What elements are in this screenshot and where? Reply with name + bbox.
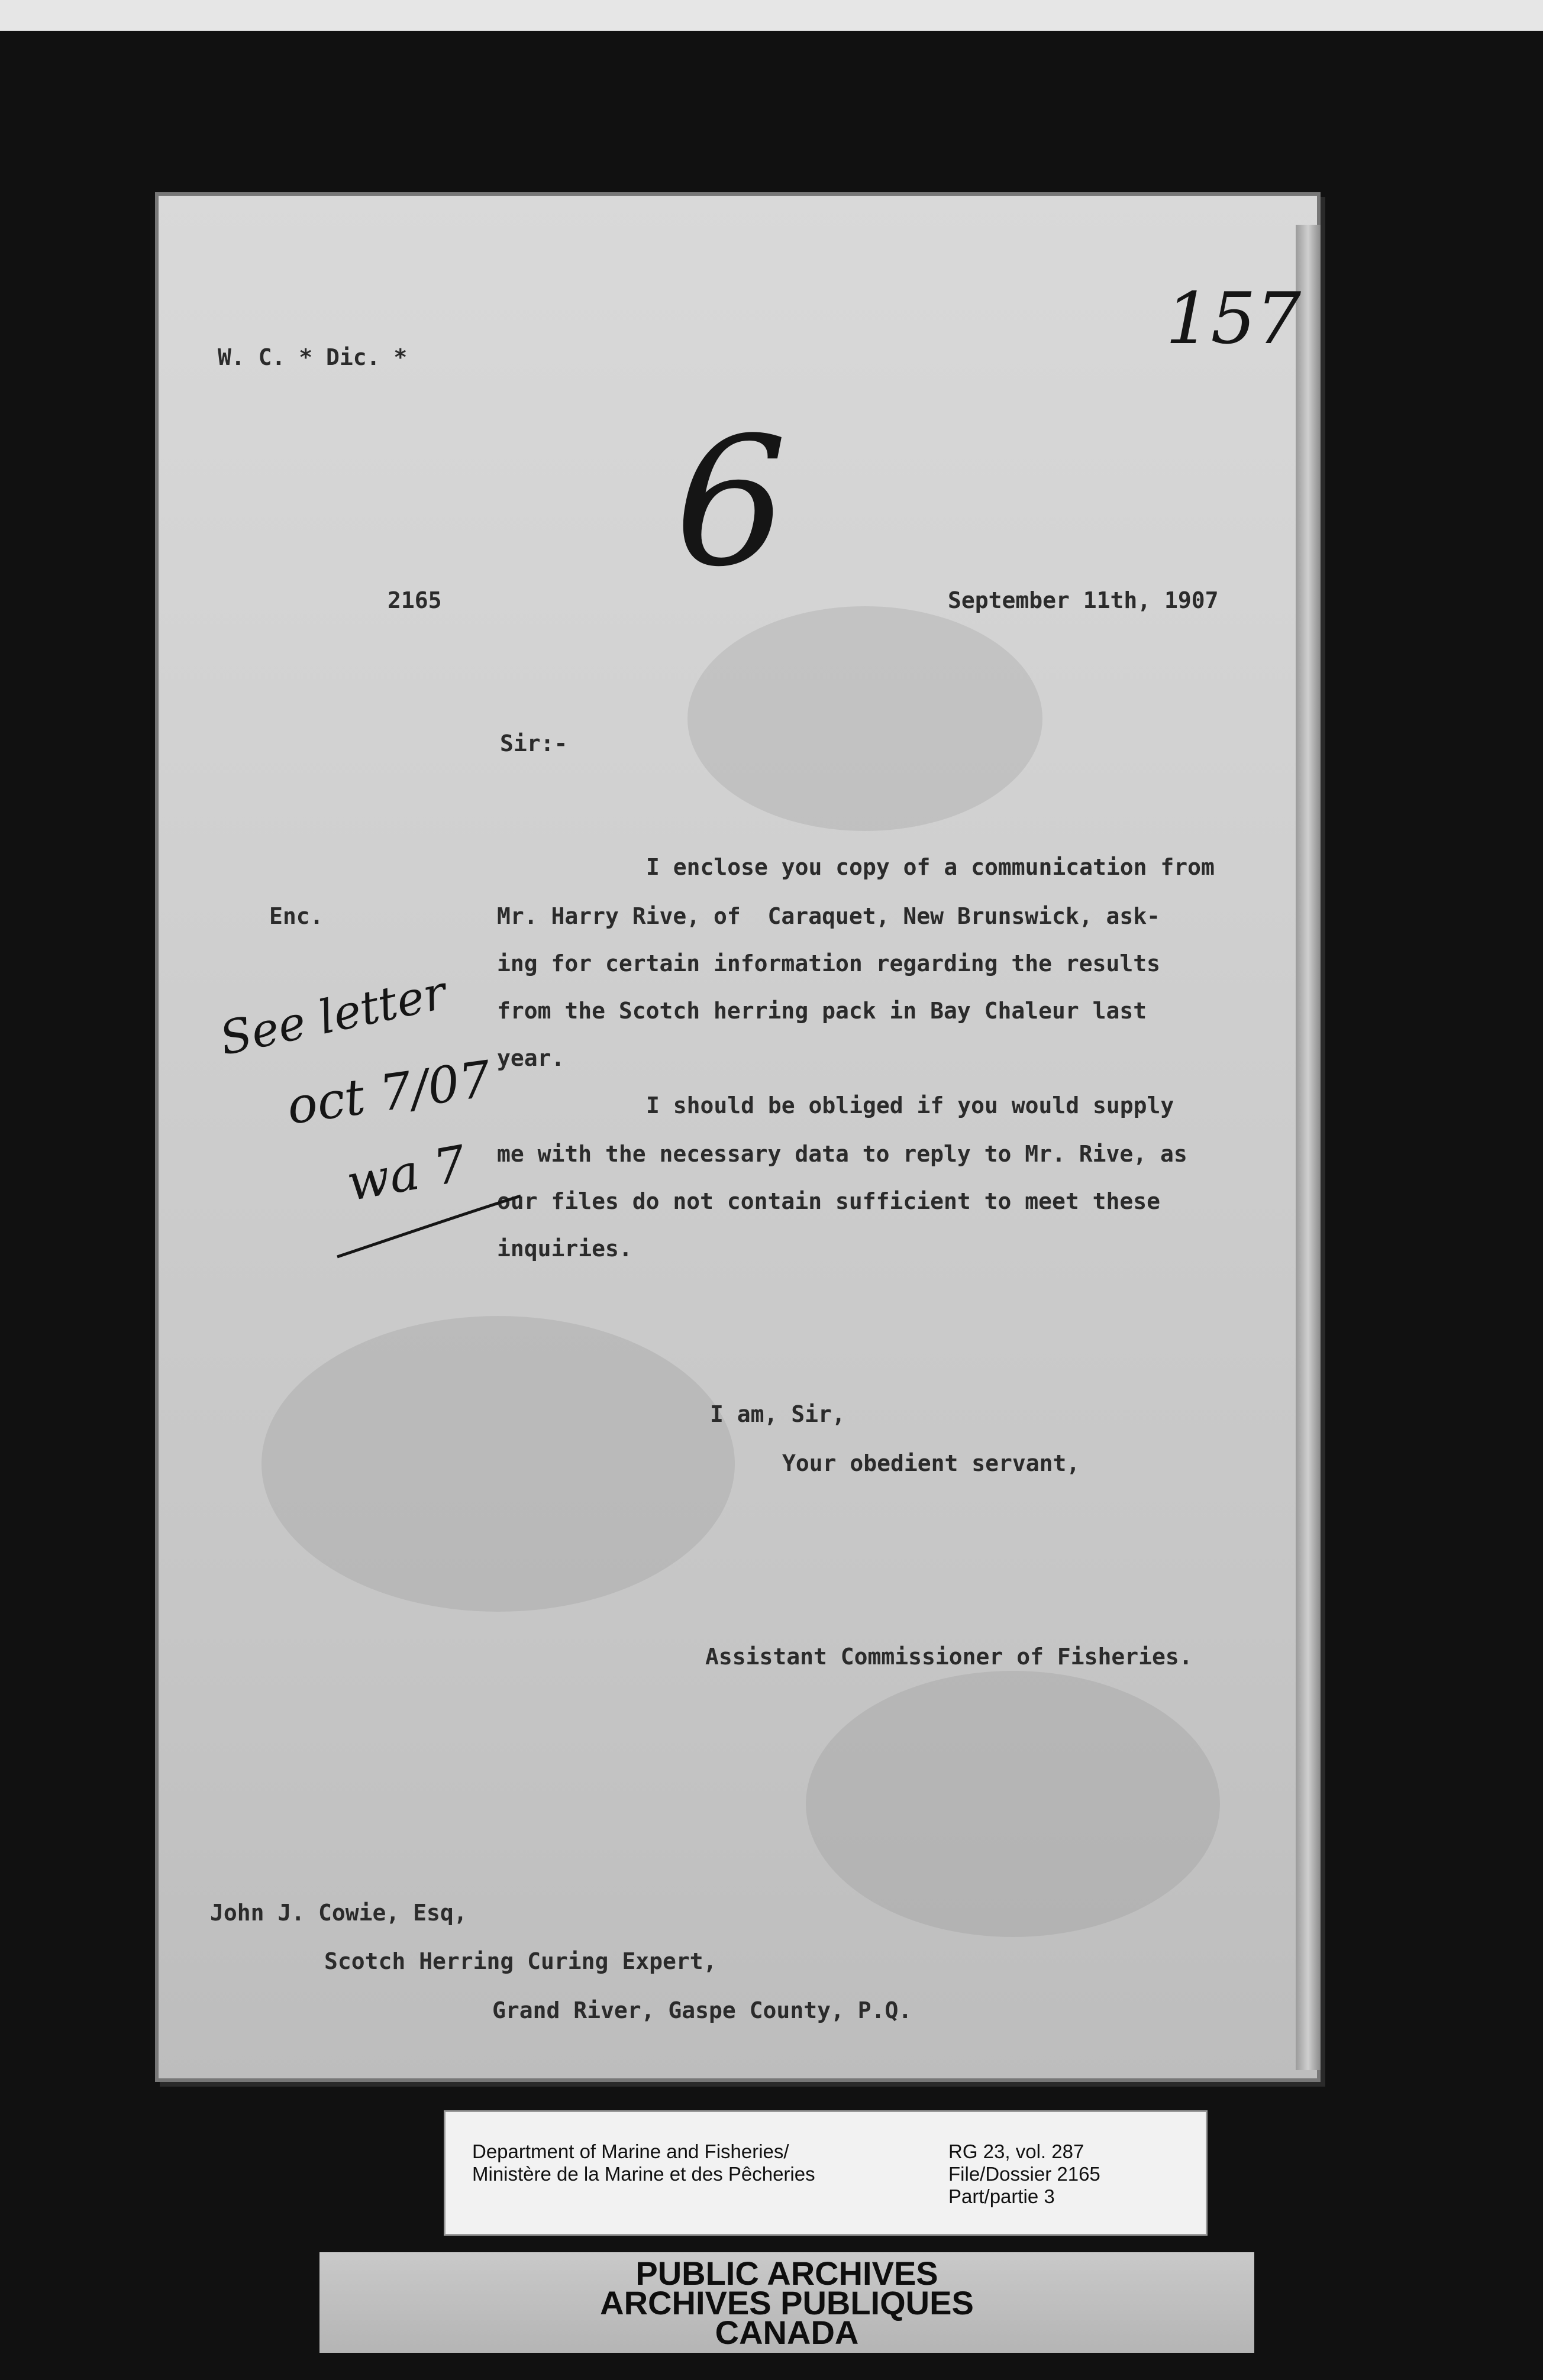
- signature-title: Assistant Commissioner of Fisheries.: [705, 1644, 1193, 1670]
- stamp-line: PUBLIC ARCHIVES: [635, 2255, 938, 2292]
- paper-stain: [806, 1671, 1220, 1937]
- closing-line: Your obedient servant,: [782, 1450, 1080, 1476]
- handwritten-mark: 6: [674, 399, 787, 606]
- addressee-line: Scotch Herring Curing Expert,: [324, 1948, 717, 1974]
- public-archives-stamp: [319, 2252, 1254, 2353]
- stamp-line: ARCHIVES PUBLIQUES: [600, 2284, 974, 2321]
- record-group-reference: RG 23, vol. 287: [948, 2140, 1084, 2162]
- enclosure-note: Enc.: [269, 903, 324, 929]
- salutation: Sir:-: [500, 730, 568, 756]
- scanner-top-band: [0, 0, 1543, 31]
- body-line: our files do not contain sufficient to meet these: [497, 1188, 1161, 1214]
- paper-stain: [262, 1316, 735, 1612]
- part-reference: Part/partie 3: [948, 2185, 1055, 2207]
- handwritten-note-line: See letter: [215, 966, 451, 1066]
- body-line: ing for certain information regarding the results: [497, 950, 1161, 976]
- department-name-en: Department of Marine and Fisheries/: [472, 2140, 789, 2162]
- archive-reference-card: [444, 2110, 1208, 2236]
- paper-curled-edge: [1296, 225, 1321, 2070]
- closing-line: I am, Sir,: [710, 1401, 845, 1427]
- body-line: from the Scotch herring pack in Bay Chaleur last: [497, 998, 1147, 1024]
- body-line: I should be obliged if you would supply: [646, 1092, 1174, 1118]
- typist-initials: W. C. * Dic. *: [218, 344, 408, 370]
- stamp-line: CANADA: [715, 2314, 859, 2351]
- body-line: Mr. Harry Rive, of Caraquet, New Brunswick, ask-: [497, 903, 1161, 929]
- body-line: inquiries.: [497, 1236, 632, 1262]
- addressee-line: Grand River, Gaspe County, P.Q.: [492, 1997, 912, 2023]
- handwritten-note-line: oct 7/07: [283, 1049, 495, 1136]
- body-line: me with the necessary data to reply to Mr. Rive, as: [497, 1141, 1187, 1167]
- paper-stain: [687, 606, 1042, 831]
- handwritten-note-line: wa 7: [342, 1134, 470, 1212]
- letter-date: September 11th, 1907: [948, 587, 1219, 613]
- file-reference: File/Dossier 2165: [948, 2163, 1100, 2185]
- body-line: year.: [497, 1045, 565, 1071]
- folio-number: 157: [1166, 278, 1302, 360]
- file-number: 2165: [388, 587, 442, 613]
- addressee-line: John J. Cowie, Esq,: [210, 1900, 467, 1926]
- handwritten-underline: [331, 1189, 527, 1266]
- department-name-fr: Ministère de la Marine et des Pêcheries: [472, 2163, 815, 2185]
- body-line: I enclose you copy of a communication from: [646, 854, 1215, 880]
